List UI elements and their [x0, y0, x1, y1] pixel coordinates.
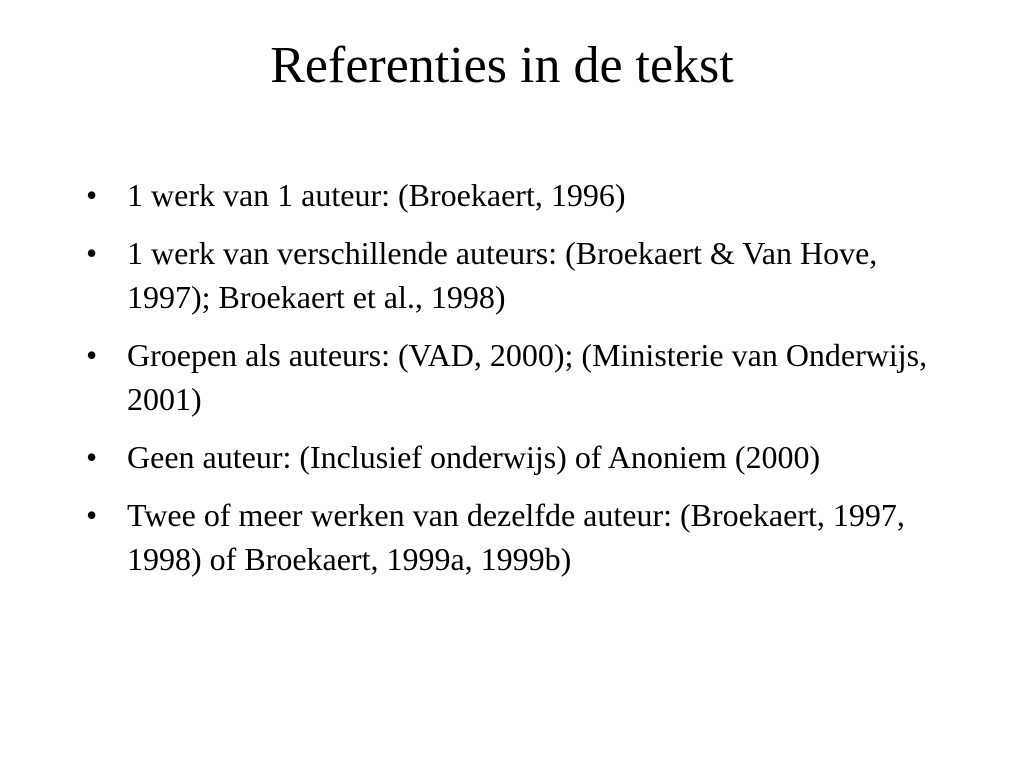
list-item-text: Groepen als auteurs: (VAD, 2000); (Ministerie van Onderwijs, 2001)	[127, 337, 928, 417]
bullet-icon: •	[86, 177, 98, 213]
list-item	[86, 173, 956, 217]
list-item-text: Geen auteur: (Inclusief onderwijs) of Anoniem (2000)	[127, 439, 821, 475]
bullet-icon: •	[86, 439, 98, 475]
bullet-icon: •	[86, 235, 98, 271]
list-item	[86, 435, 956, 479]
bullet-icon: •	[86, 497, 98, 533]
bullet-list	[86, 173, 956, 595]
list-item	[86, 231, 956, 319]
list-item	[86, 493, 956, 581]
list-item-text: Twee of meer werken van dezelfde auteur: (Broekaert, 1997, 1998) of Broekaert, 1999a, 1999b)	[127, 497, 905, 577]
bullet-icon: •	[86, 337, 98, 373]
list-item	[86, 333, 956, 421]
list-item-text: 1 werk van verschillende auteurs: (Broekaert & Van Hove, 1997); Broekaert et al., 1998)	[127, 235, 878, 315]
list-item-text: 1 werk van 1 auteur: (Broekaert, 1996)	[127, 177, 626, 213]
slide-title: Referenties in de tekst	[270, 37, 734, 94]
